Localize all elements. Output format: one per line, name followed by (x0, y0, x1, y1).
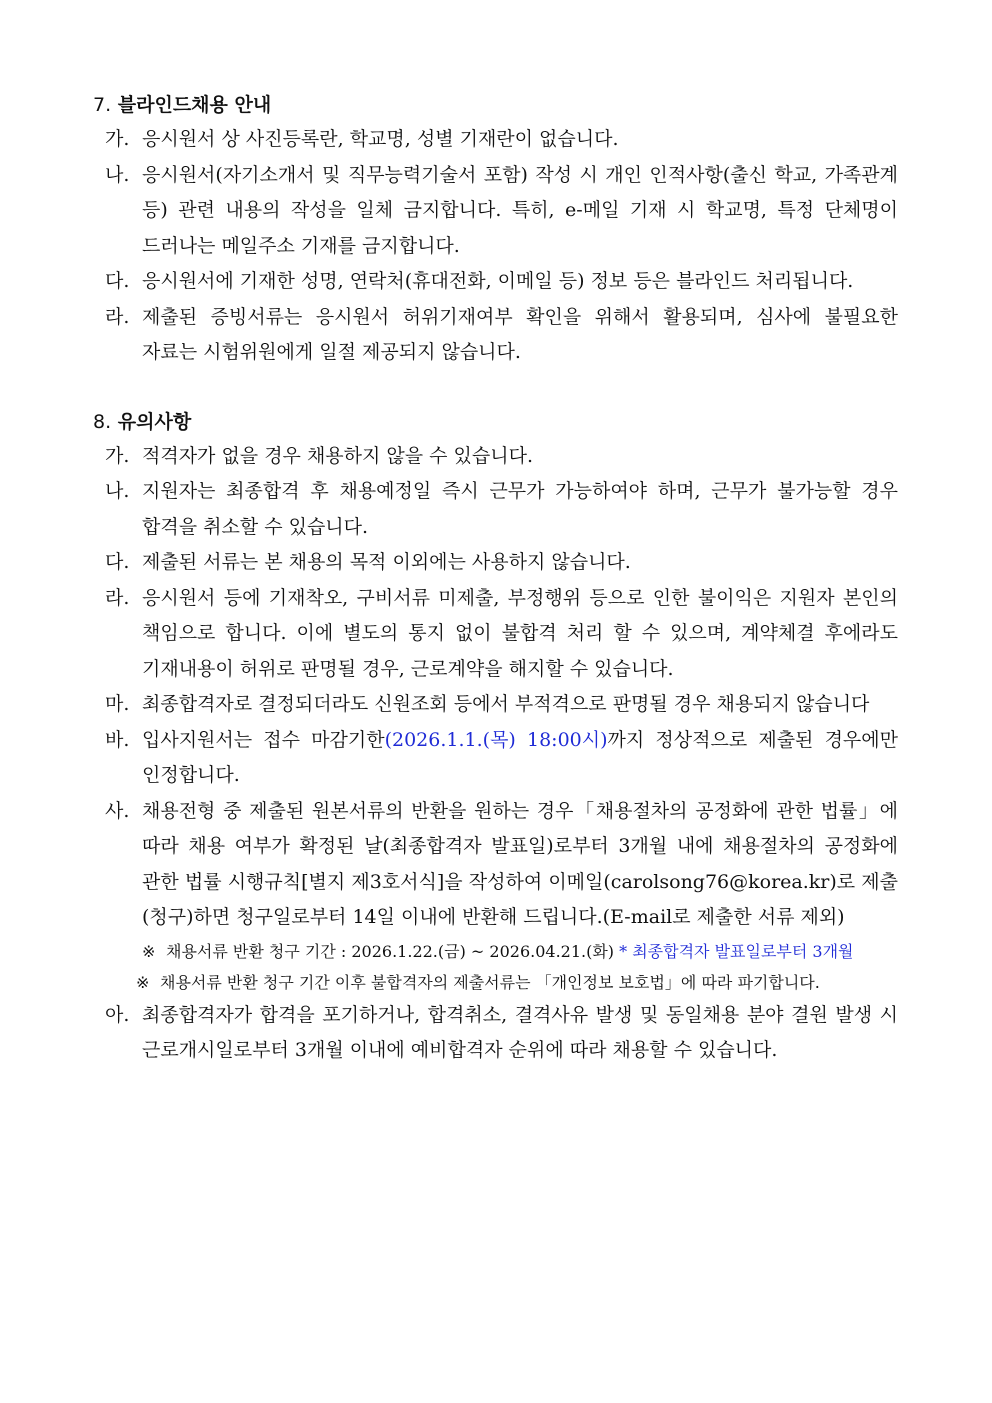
list-text: 응시원서 등에 기재착오, 구비서류 미제출, 부정행위 등으로 인한 불이익은 지원자 본인의 책임으로 합니다. 이에 별도의 통지 없이 불합격 처리 할 수 있으며, 계약체결 후에라도 기재내용이 허위로 판명될 경우, 근로계약을 해지할 수 있습니다. (142, 586, 898, 680)
section-7-heading (93, 88, 898, 122)
list-marker: 사. (105, 799, 130, 822)
section-7-number: 7. (93, 94, 112, 116)
list-text: 최종합격자로 결정되더라도 신원조회 등에서 부적격으로 판명될 경우 채용되지 않습니다 (142, 693, 870, 715)
list-item (93, 122, 898, 158)
list-item (93, 264, 898, 300)
list-item (93, 998, 898, 1069)
note-period-highlight: * 최종합격자 발표일로부터 3개월 (619, 941, 854, 961)
list-marker: 나. (105, 480, 130, 502)
list-item (93, 158, 898, 265)
deadline-text-before: 입사지원서는 접수 마감기한 (142, 728, 385, 751)
note-period-text: 채용서류 반환 청구 기간 : 2026.1.22.(금) ~ 2026.04.21.(화) (166, 941, 620, 961)
note-marker: ※ (142, 941, 156, 961)
section-8-heading (93, 405, 898, 439)
list-text: 제출된 증빙서류는 응시원서 허위기재여부 확인을 위해서 활용되며, 심사에 불필요한 자료는 시험위원에게 일절 제공되지 않습니다. (142, 305, 898, 363)
list-marker: 가. (105, 128, 130, 150)
list-text: 지원자는 최종합격 후 채용예정일 즉시 근무가 가능하여야 하며, 근무가 불가능할 경우 합격을 취소할 수 있습니다. (142, 480, 898, 538)
list-text: 응시원서에 기재한 성명, 연락처(휴대전화, 이메일 등) 정보 등은 블라인드 처리됩니다. (142, 270, 854, 292)
list-text: 최종합격자가 합격을 포기하거나, 합격취소, 결격사유 발생 및 동일채용 분야 결원 발생 시 근로개시일로부터 3개월 이내에 예비합격자 순위에 따라 채용할 수 있습니다. (142, 1003, 898, 1061)
list-item (93, 687, 898, 723)
deadline-highlight: (2026.1.1.(목) 18:00시) (384, 728, 608, 751)
list-text: 제출된 서류는 본 채용의 목적 이외에는 사용하지 않습니다. (142, 551, 631, 573)
note-text: 채용서류 반환 청구 기간 이후 불합격자의 제출서류는 「개인정보 보호법」에 따라 파기합니다. (160, 972, 820, 992)
list-item (93, 723, 898, 794)
list-item (93, 300, 898, 371)
list-marker: 마. (105, 693, 130, 715)
list-marker: 아. (105, 1003, 130, 1026)
list-text: 응시원서(자기소개서 및 직무능력기술서 포함) 작성 시 개인 인적사항(출신 학교, 가족관계 등) 관련 내용의 작성을 일체 금지합니다. 특히, e-메일 기재 시 학교명, 특정 단체명이 드러나는 메일주소 기재를 금지합니다. (142, 163, 898, 257)
note-marker: ※ (136, 972, 150, 992)
list-marker: 다. (105, 270, 130, 292)
section-8-title: 유의사항 (117, 410, 192, 433)
note-item (142, 936, 898, 967)
list-marker: 나. (105, 163, 130, 186)
deadline-text-after: 까지 정상적으로 제출된 경우에만 인정합니다. (142, 728, 898, 786)
list-text: 응시원서 상 사진등록란, 학교명, 성별 기재란이 없습니다. (142, 128, 619, 150)
list-marker: 라. (105, 586, 130, 609)
list-marker: 다. (105, 551, 130, 573)
list-text: 채용전형 중 제출된 원본서류의 반환을 원하는 경우「채용절차의 공정화에 관한 법률」에 따라 채용 여부가 확정된 날(최종합격자 발표일)로부터 3개월 내에 채용절차의 공정화에 관한 법률 시행규칙[별지 제3호서식]을 작성하여 이메일(carolsong76@korea.kr)로 제출(청구)하면 청구일로부터 14일 이내에 반환해 드립니다.(E-mail로 제출한 서류 제외) (142, 799, 898, 928)
list-item (93, 439, 898, 475)
list-text: 적격자가 없을 경우 채용하지 않을 수 있습니다. (142, 444, 534, 467)
note-item (136, 967, 898, 998)
list-text (142, 723, 898, 794)
list-marker: 라. (105, 305, 130, 328)
list-marker: 가. (105, 444, 130, 467)
list-item (93, 581, 898, 688)
section-8-number: 8. (93, 410, 112, 433)
document-page (93, 88, 898, 1069)
list-item (93, 794, 898, 936)
list-item (93, 474, 898, 545)
note-text (166, 936, 898, 967)
section-7-title: 블라인드채용 안내 (117, 94, 272, 116)
list-item (93, 545, 898, 581)
list-marker: 바. (105, 728, 130, 751)
section-spacer (93, 371, 898, 405)
